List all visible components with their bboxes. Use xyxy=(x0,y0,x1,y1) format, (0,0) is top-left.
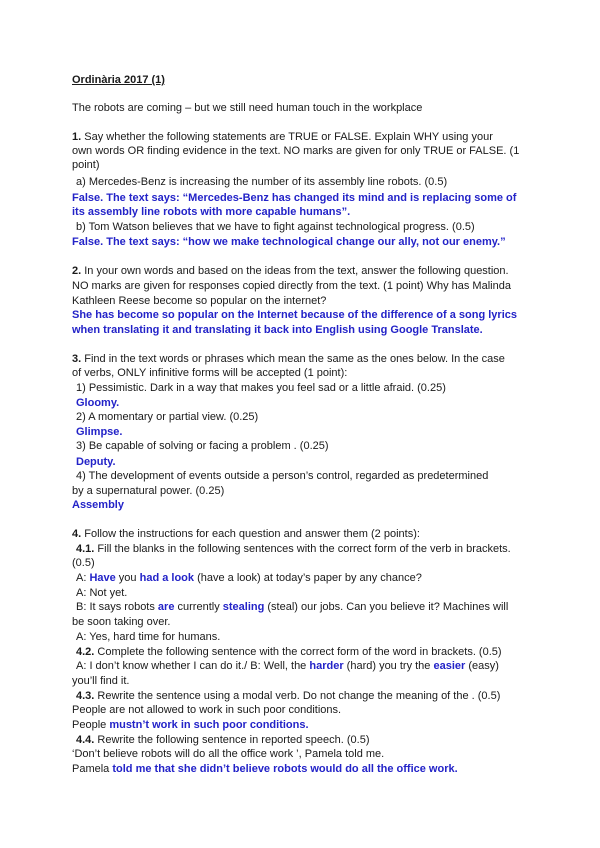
q4-3-sentence: People are not allowed to work in such poor conditions. xyxy=(72,704,342,716)
q2-number: 2. xyxy=(72,265,82,277)
q4-1-dialogue-4: be soon taking over. xyxy=(72,616,171,628)
q3-item-1: 1) Pessimistic. Dark in a way that makes you feel sad or a little afraid. (0.25) xyxy=(76,382,446,394)
q1-line-3: point) xyxy=(72,159,100,171)
q3-answer-1: Gloomy. xyxy=(76,397,120,409)
q4-2-number: 4.2. xyxy=(76,646,95,658)
q4-1-dialogue-3: B: It says robots are currently stealing (steal) our jobs. Can you believe it? Machines will xyxy=(76,601,509,613)
q1-answer-a-line-2: its assembly line robots with more capable humans”. xyxy=(72,206,351,218)
q3-item-4-line-2: by a supernatural power. (0.25) xyxy=(72,485,225,497)
q4-4-number: 4.4. xyxy=(76,734,95,746)
answer-reported-speech: told me that she didn’t believe robots would do all the office work. xyxy=(112,763,458,775)
q1-line-2: own words OR finding evidence in the text. NO marks are given for only TRUE or FALSE. (1 xyxy=(72,145,520,157)
q4-4-answer: Pamela told me that she didn’t believe robots would do all the office work. xyxy=(72,763,458,775)
q4-1-dialogue-2: A: Not yet. xyxy=(76,587,128,599)
q4-2-heading: 4.2. Complete the following sentence with the correct form of the word in brackets. (0.5) xyxy=(76,646,502,658)
answer-had-a-look: had a look xyxy=(139,572,195,584)
q3-item-2: 2) A momentary or partial view. (0.25) xyxy=(76,411,259,423)
answer-mustnt: mustn’t work in such poor conditions. xyxy=(109,719,309,731)
q3-line-1: 3. Find in the text words or phrases which mean the same as the ones below. In the case xyxy=(72,353,505,365)
q1-number: 1. xyxy=(72,131,82,143)
q2-answer-line-2: when translating it and translating it back into English using Google Translate. xyxy=(72,324,483,336)
q4-line-1: 4. Follow the instructions for each question and answer them (2 points): xyxy=(72,528,420,540)
document-heading: Ordinària 2017 (1) xyxy=(72,74,165,86)
document-title: The robots are coming – but we still need human touch in the workplace xyxy=(72,102,423,114)
q2-line-1: 2. In your own words and based on the ideas from the text, answer the following question. xyxy=(72,265,509,277)
q4-3-number: 4.3. xyxy=(76,690,95,702)
q3-answer-3: Deputy. xyxy=(76,456,116,468)
q4-3-heading: 4.3. Rewrite the sentence using a modal verb. Do not change the meaning of the . (0.5) xyxy=(76,690,501,702)
q3-answer-2: Glimpse. xyxy=(76,426,123,438)
q4-1-number: 4.1. xyxy=(76,543,95,555)
q3-line-2: of verbs, ONLY infinitive forms will be accepted (1 point): xyxy=(72,367,348,379)
q1-line-1: 1. Say whether the following statements are TRUE or FALSE. Explain WHY using your xyxy=(72,131,493,143)
answer-have: Have xyxy=(89,572,116,584)
q1-answer-b: False. The text says: “how we make technological change our ally, not our enemy.” xyxy=(72,236,506,248)
q3-number: 3. xyxy=(72,353,82,365)
q4-4-heading: 4.4. Rewrite the following sentence in reported speech. (0.5) xyxy=(76,734,370,746)
q4-3-answer: People mustn’t work in such poor conditions. xyxy=(72,719,309,731)
q4-1-points: (0.5) xyxy=(72,557,95,569)
q3-item-3: 3) Be capable of solving or facing a problem . (0.25) xyxy=(76,440,329,452)
q1-answer-a-line-1: False. The text says: “Mercedes-Benz has changed its mind and is replacing some of xyxy=(72,192,517,204)
q4-1-dialogue-5: A: Yes, hard time for humans. xyxy=(76,631,221,643)
q3-answer-4: Assembly xyxy=(72,499,124,511)
q4-number: 4. xyxy=(72,528,82,540)
answer-easier: easier xyxy=(433,660,466,672)
q3-item-4-line-1: 4) The development of events outside a person’s control, regarded as predetermined xyxy=(76,470,489,482)
q4-4-sentence: ‘Don’t believe robots will do all the office work ’, Pamela told me. xyxy=(72,748,385,760)
q2-line-3: Kathleen Reese become so popular on the internet? xyxy=(72,295,327,307)
answer-are: are xyxy=(157,601,175,613)
q2-answer-line-1: She has become so popular on the Internet because of the difference of a song lyrics xyxy=(72,309,517,321)
q4-2-dialogue-2: you’ll find it. xyxy=(72,675,130,687)
q4-1-heading: 4.1. Fill the blanks in the following sentences with the correct form of the verb in brackets. xyxy=(76,543,511,555)
q1-item-b: b) Tom Watson believes that we have to fight against technological progress. (0.5) xyxy=(76,221,475,233)
answer-stealing: stealing xyxy=(222,601,265,613)
q1-item-a: a) Mercedes-Benz is increasing the number of its assembly line robots. (0.5) xyxy=(76,176,448,188)
q2-line-2: NO marks are given for responses copied directly from the text. (1 point) Why has Malinda xyxy=(72,280,511,292)
answer-harder: harder xyxy=(309,660,344,672)
q4-2-dialogue-1: A: I don’t know whether I can do it./ B: Well, the harder (hard) you try the easier (easy) xyxy=(76,660,499,672)
q4-1-dialogue-1: A: Have you had a look (have a look) at today’s paper by any chance? xyxy=(76,572,422,584)
